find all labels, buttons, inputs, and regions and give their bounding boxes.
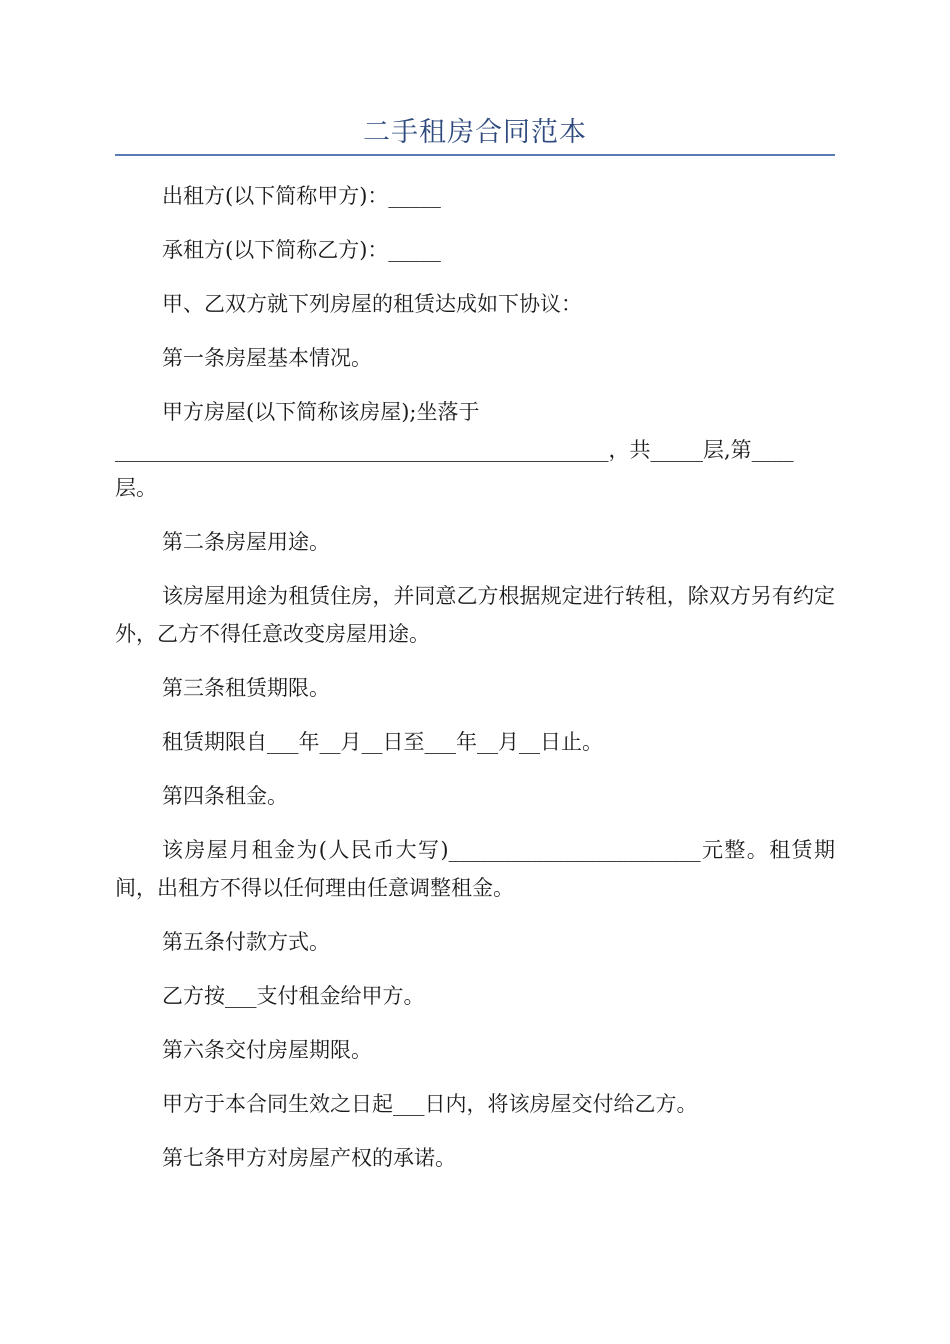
lessor-line: 出租方(以下简称甲方)：_____ [162,184,441,208]
article-3-body: 租赁期限自___年__月__日至___年__月__日止。 [162,730,603,754]
article-1-floor-line: _______________________________________________，共_____层,第____ [115,438,794,462]
document-title: 二手租房合同范本 [363,117,587,148]
lessee-line: 承租方(以下简称乙方)：_____ [162,238,441,262]
article-2-body: 该房屋用途为租赁住房，并同意乙方根据规定进行转租，除双方另有约定外，乙方不得任意改变房屋用途。 [115,584,835,646]
article-1-floor-end: 层。 [115,476,157,500]
title-underline [115,154,835,156]
article-5-heading: 第五条付款方式。 [162,930,330,954]
article-3-heading: 第三条租赁期限。 [162,676,330,700]
article-7-heading: 第七条甲方对房屋产权的承诺。 [162,1146,456,1170]
article-4-body: 该房屋月租金为(人民币大写)________________________元整。租赁期间，出租方不得以任何理由任意调整租金。 [115,838,835,900]
agreement-intro: 甲、乙双方就下列房屋的租赁达成如下协议： [162,292,582,316]
article-2-heading: 第二条房屋用途。 [162,530,330,554]
article-6-heading: 第六条交付房屋期限。 [162,1038,372,1062]
article-5-body: 乙方按___支付租金给甲方。 [162,984,425,1008]
article-1-location: 甲方房屋(以下简称该房屋);坐落于 [162,400,480,424]
article-4-heading: 第四条租金。 [162,784,288,808]
article-1-heading: 第一条房屋基本情况。 [162,346,372,370]
article-6-body: 甲方于本合同生效之日起___日内，将该房屋交付给乙方。 [162,1092,698,1116]
